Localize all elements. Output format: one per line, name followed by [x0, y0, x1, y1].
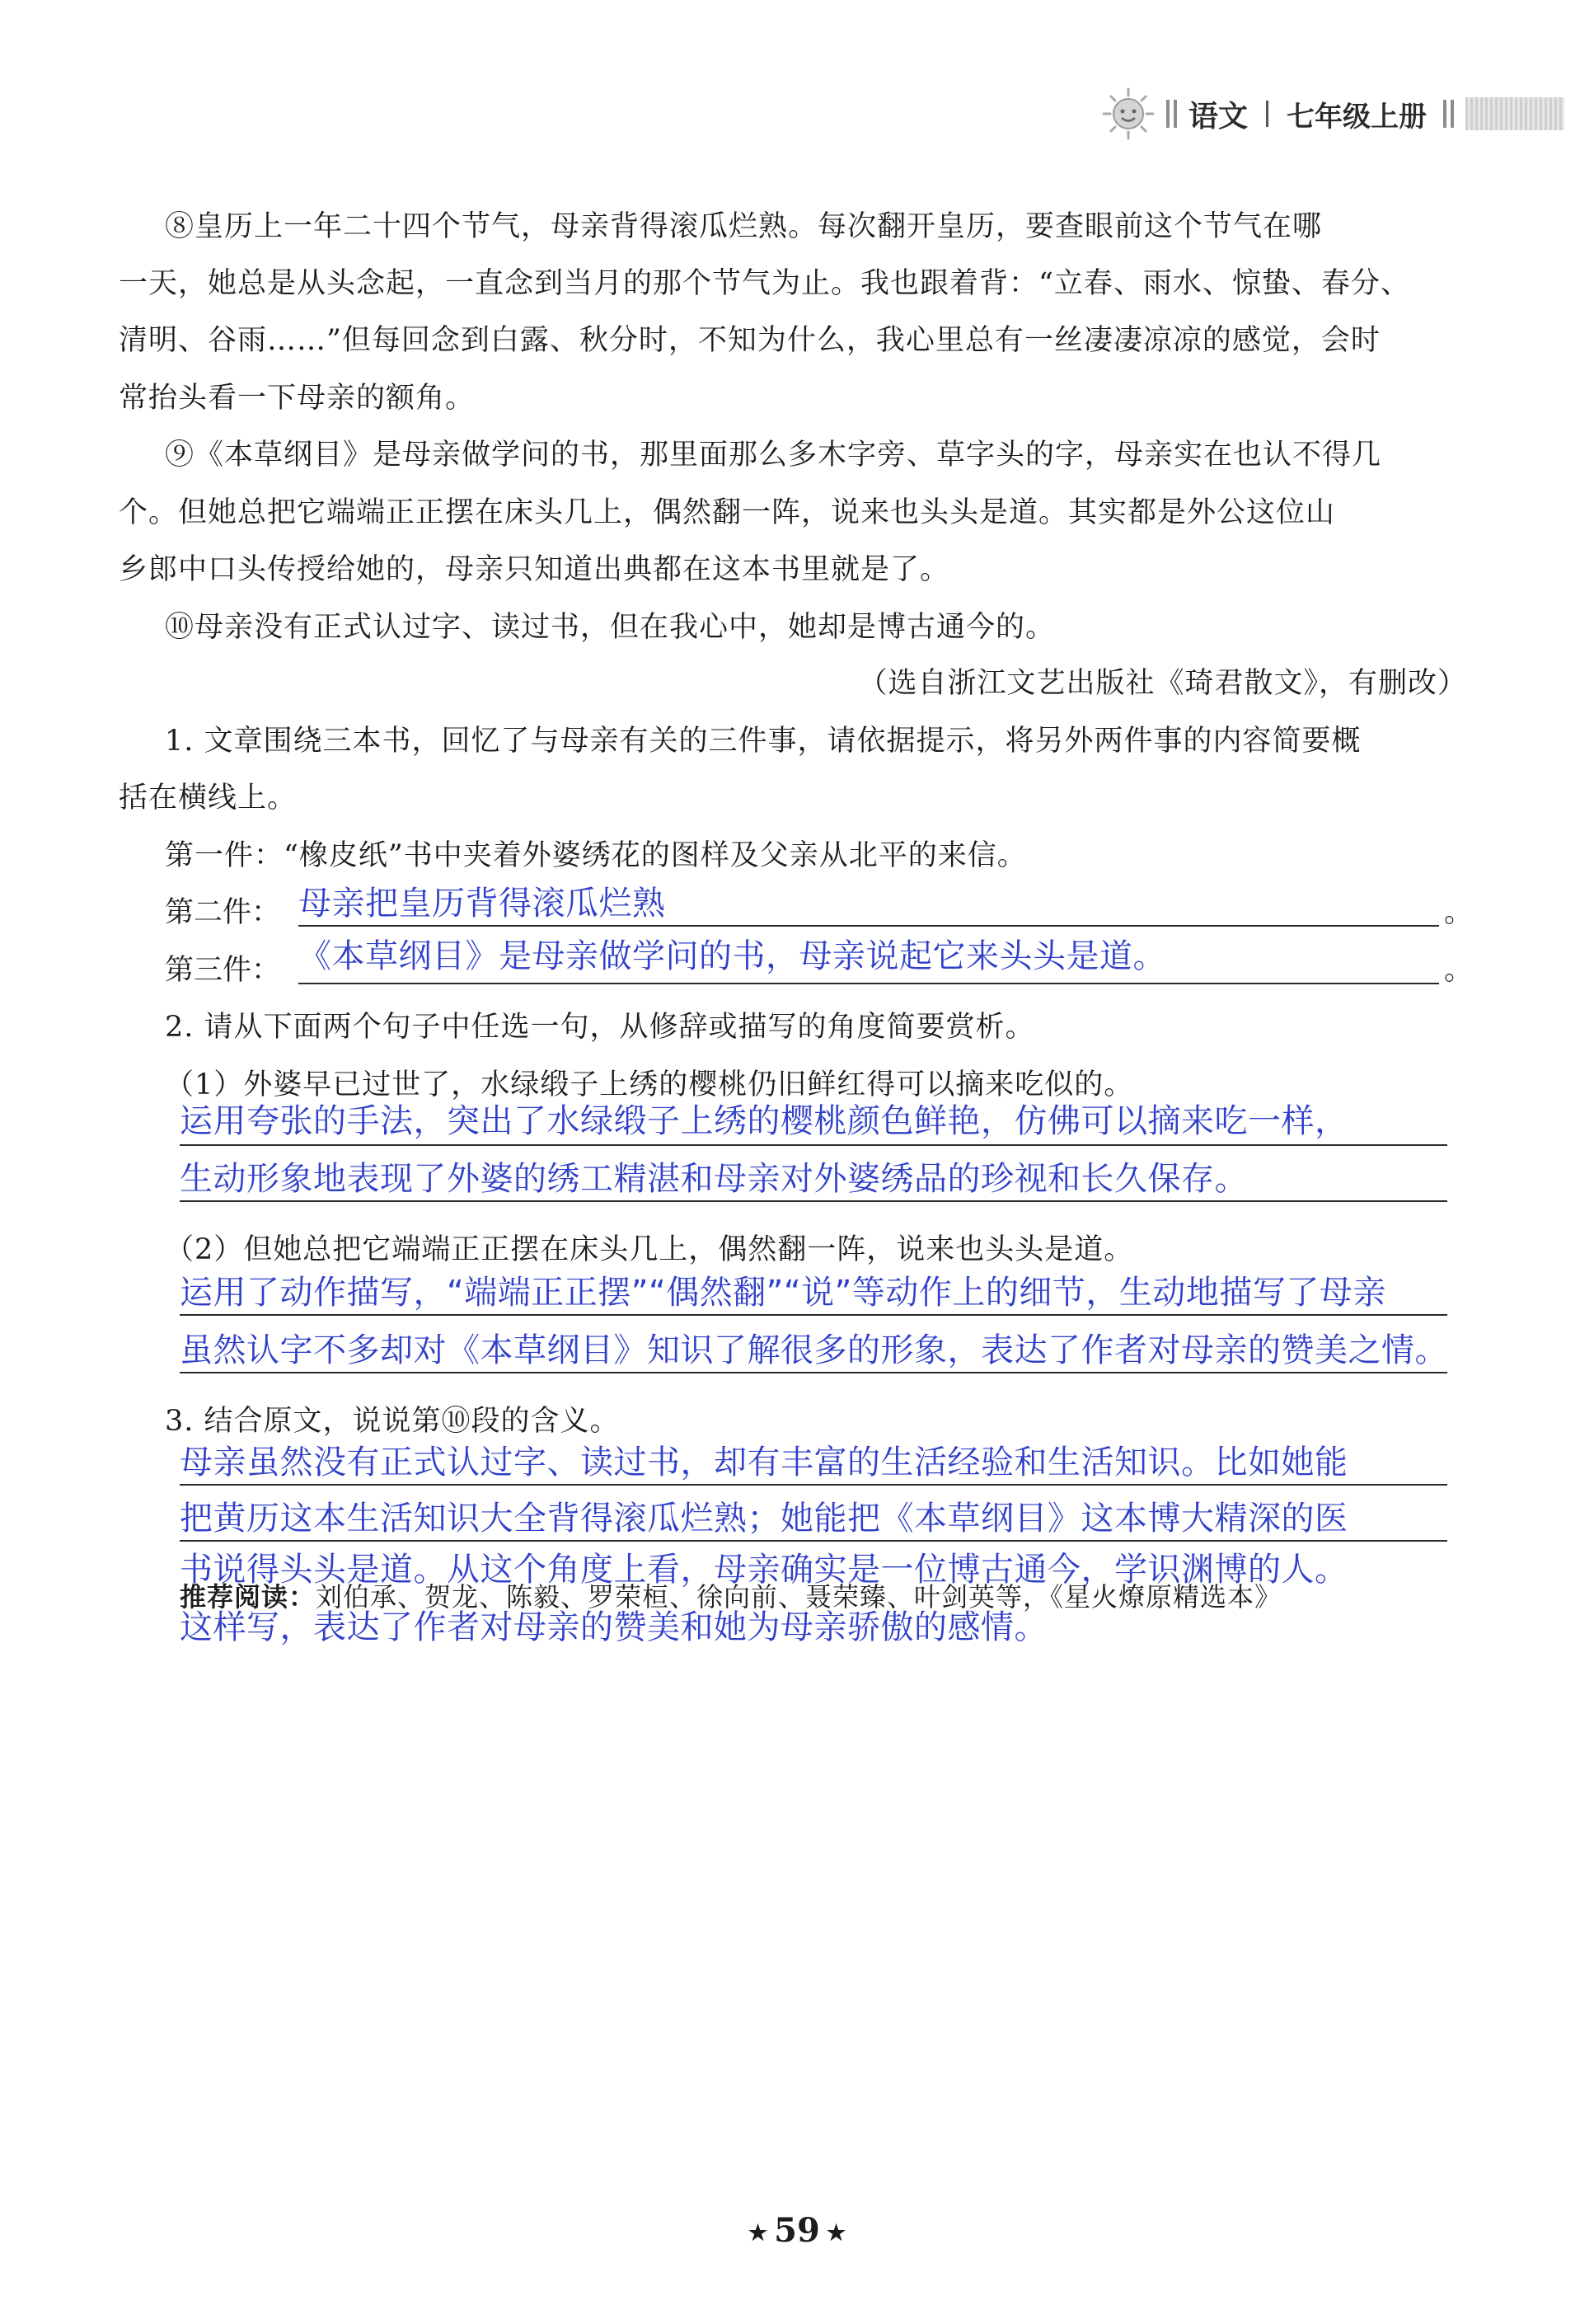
- page-number: [0, 2211, 1594, 2250]
- q1-prompt-line-2: 括在横线上。: [119, 782, 298, 815]
- q2-answer-1-rule-2: [180, 1200, 1447, 1202]
- q2-answer-1-line-1[interactable]: 运用夸张的手法，突出了水绿缎子上绣的樱桃颜色鲜艳，仿佛可以摘来吃一样，: [180, 1102, 1348, 1140]
- q1-second-period: 。: [1444, 896, 1474, 929]
- header-divider-bars: [1166, 100, 1177, 128]
- sun-face-icon: [1102, 87, 1155, 140]
- q1-first-event: 第一件：“橡皮纸”书中夹着外婆绣花的图样及父亲从北平的来信。: [165, 839, 1027, 872]
- paragraph-10: ⑩母亲没有正式认过字、读过书，但在我心中，她却是博古通今的。: [165, 611, 1056, 644]
- q1-second-answer[interactable]: 母亲把皇历背得滚瓜烂熟: [298, 885, 666, 923]
- q2-answer-1-line-2[interactable]: 生动形象地表现了外婆的绣工精湛和母亲对外婆绣品的珍视和长久保存。: [180, 1160, 1248, 1198]
- q2-sentence-2: （2）但她总把它端端正正摆在床头几上，偶然翻一阵，说来也头头是道。: [165, 1233, 1134, 1266]
- recommended-reading-text: 刘伯承、贺龙、陈毅、罗荣桓、徐向前、聂荣臻、叶剑英等，《星火燎原精选本》: [316, 1581, 1282, 1613]
- q2-sentence-1: （1）外婆早已过世了，水绿缎子上绣的樱桃仍旧鲜红得可以摘来吃似的。: [165, 1068, 1134, 1101]
- star-icon-right: ★: [826, 2221, 846, 2246]
- paragraph-8-line-4: 常抬头看一下母亲的额角。: [119, 382, 476, 415]
- q1-third-period: 。: [1444, 954, 1474, 987]
- paragraph-9-line-2: 个。但她总把它端端正正摆在床头几上，偶然翻一阵，说来也头头是道。其实都是外公这位山: [119, 496, 1336, 529]
- subject-title: 语文: [1188, 99, 1248, 134]
- paragraph-9-line-1: ⑨《本草纲目》是母亲做学问的书，那里面那么多木字旁、草字头的字，母亲实在也认不得几: [165, 439, 1382, 472]
- q3-answer-rule-1: [180, 1484, 1447, 1486]
- paragraph-9-line-3: 乡郎中口头传授给她的，母亲只知道出典都在这本书里就是了。: [119, 553, 950, 586]
- q2-answer-2-line-2[interactable]: 虽然认字不多却对《本草纲目》知识了解很多的形象，表达了作者对母亲的赞美之情。: [180, 1331, 1448, 1369]
- q1-second-answer-line: [298, 925, 1439, 927]
- header-separator: [1266, 101, 1268, 127]
- q2-prompt: 2. 请从下面两个句子中任选一句，从修辞或描写的角度简要赏析。: [165, 1011, 1035, 1044]
- q1-second-label: 第二件：: [165, 896, 281, 929]
- header-divider-bars-2: [1443, 100, 1454, 128]
- q3-answer-line-3[interactable]: 书说得头头是道。从这个角度上看，母亲确实是一位博古通今，学识渊博的人。: [180, 1551, 1348, 1589]
- q2-answer-2-line-1[interactable]: 运用了动作描写，“端端正正摆”“偶然翻”“说”等动作上的细节，生动地描写了母亲: [180, 1274, 1386, 1312]
- paragraph-8-line-2: 一天，她总是从头念起，一直念到当月的那个节气为止。我也跟着背：“立春、雨水、惊蛰、春分、: [119, 267, 1410, 300]
- q1-third-answer-line: [298, 983, 1439, 984]
- q3-answer-rule-2: [180, 1540, 1447, 1542]
- q1-third-label: 第三件：: [165, 954, 281, 987]
- recommended-reading-label: 推荐阅读：: [180, 1581, 316, 1613]
- q2-answer-2-rule-2: [180, 1372, 1447, 1373]
- q2-answer-2-rule-1: [180, 1314, 1447, 1316]
- page-header: [1102, 89, 1564, 139]
- header-decoration-strip: [1465, 97, 1564, 130]
- q1-prompt-line-1: 1. 文章围绕三本书，回忆了与母亲有关的三件事，请依据提示，将另外两件事的内容简要概: [165, 725, 1362, 758]
- q3-answer-line-2[interactable]: 把黄历这本生活知识大全背得滚瓜烂熟；她能把《本草纲目》这本博大精深的医: [180, 1500, 1348, 1538]
- source-citation: （选自浙江文艺出版社《琦君散文》，有删改）: [858, 667, 1467, 700]
- star-icon-left: ★: [748, 2221, 768, 2246]
- paragraph-8-line-3: 清明、谷雨……”但每回念到白露、秋分时，不知为什么，我心里总有一丝凄凄凉凉的感觉，会时: [119, 324, 1381, 357]
- q2-answer-1-rule-1: [180, 1144, 1447, 1146]
- q1-third-answer[interactable]: 《本草纲目》是母亲做学问的书，母亲说起它来头头是道。: [298, 937, 1166, 975]
- page-number-value: 59: [774, 2211, 820, 2250]
- q3-answer-line-1[interactable]: 母亲虽然没有正式认过字、读过书，却有丰富的生活经验和生活知识。比如她能: [180, 1444, 1348, 1481]
- q3-prompt: 3. 结合原文，说说第⑩段的含义。: [165, 1405, 620, 1438]
- paragraph-8-line-1: ⑧皇历上一年二十四个节气，母亲背得滚瓜烂熟。每次翻开皇历，要查眼前这个节气在哪: [165, 210, 1323, 243]
- grade-title: 七年级上册: [1287, 100, 1427, 134]
- q3-answer-line-4[interactable]: 这样写，表达了作者对母亲的赞美和她为母亲骄傲的感情。: [180, 1608, 1048, 1646]
